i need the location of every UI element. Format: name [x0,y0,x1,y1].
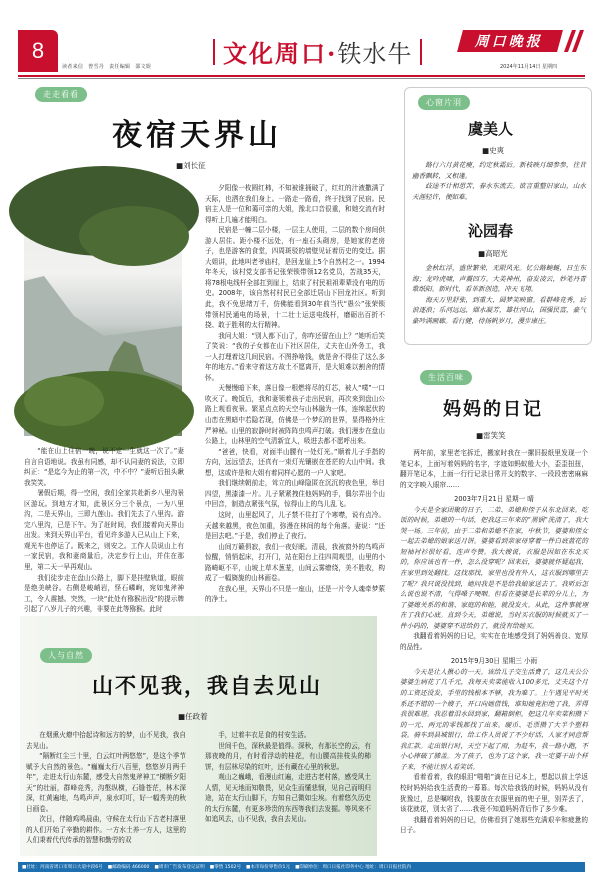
paragraph: 两年前，家里老宅拆迁，搬家时我在一摞旧报纸里发现一个笔记本，上面写着妈妈的名字，字迹如蚂蚁般大小，歪歪扭扭，翻开笔记本，上面一行行记录日常开支的数字、一段段密密麻麻的文字映入眼帘…… [400,449,588,489]
paragraph: 这时，山里起风了，儿子禁不住打了个寒噤，说有点冷。天越来越黑，夜色加重，弥漫在林间的每个角落。妻说：“还是回去吧。”于是，我们停止了夜行。 [205,510,385,541]
article-title: 夜宿天界山 [112,118,282,153]
section-title-black: 铁水牛 [337,40,413,68]
paragraph: 观山之巍峨，看漫山红遍，走进古老村落，感受风土人情，见天地而知敬畏，见众生而懂悲悯，见自己而明归途，站在太行山脚下，方知自己微如尘埃。有着悠久历史的太行东麓，有更多珍贵的东西等我们去发掘。等风来不如追风去，山不见我，我自去见山。 [205,773,371,824]
article-column [26,730,186,854]
paragraph: 我们徒步走在盘山公路上，脚下是挂壁轨道，眼前是绝美峡谷。右侧是峻峭岩，怪石嶙峋，宛如鬼斧神工，令人震撼。突然，一块“此处有猕猴出没”的提示牌引起了八岁儿子的兴趣，非要在此等猕猴。此时 [24,573,184,614]
article-column [205,730,371,854]
paragraph: 山间万籁俱寂，我们一夜好眠。清晨，我被窗外的鸟鸣声惊醒，悄悄起床，打开门，站在阳台上往四周观望，山里的小路崎岖不平，山坡上草木葱茏，山间云雾缭绕，美不胜收，构成了一幅旖旎的山林画卷。 [205,542,385,583]
article-author: ■刘长征 [176,161,206,170]
credit: 曾雪丹 [88,64,105,70]
credit: 读者来信 [62,64,84,70]
diary-date: 2003年7月21日 星期一 晴 [454,495,534,504]
issue-date: 2024年11月14日 星期四 [500,64,558,70]
poem-stanza: 歧途不计相思苦，春水东流去。欲言重整旧家山，山水天涯轻许，便如难。 [412,182,586,201]
paragraph: “能在山上住宿一晚，说不定一生就这一次了。”妻自言自语地说。我虽有同感，却不认同妻的说法，立即纠正：“是迄今为止的第一次，中不中？”妻听后扭头瞅我笑笑。 [24,447,184,487]
article-title: 妈妈的日记 [443,399,543,420]
header-rule [18,78,585,79]
article-title: 山不见我，我自去见山 [92,673,322,698]
mountain-photo [24,186,182,436]
newspaper-logo: 周口晚报 [457,30,563,52]
footer-item: ■零售 1502号 [209,865,242,870]
poem-author: ■史爽 [482,146,505,155]
paragraph: “爸爸，快看，对面半山腰有一处灯光。”顺着儿子手指的方向，远远望去，还真有一束灯光镶嵌在苍茫的大山中间。我想，这或许是和大姐有着同样心愿的一户人家吧。 [205,447,385,477]
paragraph: 暑假后期，得一空闲，我们全家共赴新乡八里沟景区游玩。到地方才知，此景区分三个景点，一为八里沟，二是天界山，三即九莲山。我们先去了八里沟。游完八里沟，已是下午。为了赶时间，我们接着向天界山出发。来到天界山平台，看见许多游人已从山上下来，观光车也停运了。既来之，则安之。工作人员说山上有一家民宿，我和妻商量后，决定步行上山，并住在那里，第二天一早再观山。 [24,489,184,572]
poem-stanza: 海天万里舒张，到重大、圆梦笑映窗。看群峰竞秀，后浪逐浪；乐河远远，烟水凝芳，雄壮河山，国强民富，豪气豪吟满画廊。看行健，待扬帆岁月，漫步康庄。 [412,295,586,325]
page-number: 8 [18,30,58,72]
paragraph: 在我心里，天界山不只是一座山，还是一片令人魂牵梦萦的净土。 [205,584,385,604]
poem-title: 沁园春 [468,222,514,240]
footer-item: ■本市每份零售价1元 [246,865,291,870]
column-tag: 人与自然 [40,648,92,663]
divider [213,39,215,65]
section-title-red: 文化周口· [223,39,338,68]
editor-credits [62,63,156,70]
section-title [205,34,430,69]
article-column [24,446,184,614]
footer-item: ■印刷单位：周口日报社印务中心 地址：周口日报社院内 [295,865,412,870]
header-rule [18,75,585,77]
poem-body [412,160,586,206]
paragraph: 我问大姐：“别人都下山了，你咋还留在山上？”她听后笑了笑说：“我的子女都在山下社区居住，丈夫在山外务工，我一人打理着这几间民宿。不图挣啥钱，就是舍不得住了这么多年的地方。”看来守着这方故土不愿离开，是大姐难以割舍的情怀。 [205,331,385,382]
paragraph: 在烟熏火燎中拾起诗和远方的梦，山不见我，我自去见山。 [26,731,186,750]
paragraph: 我翻看着妈妈的日记，实实在在地感受到了妈妈善良、宽厚的品性。 [400,632,588,651]
paragraph: 民宿是一幢二层小楼，一层主人使用，二层的数个房间供游人居住。距小楼不远处，有一座石头砌房，是她家的老房子，也是游客的食堂，四周斑驳的墙壁见证着历史的变迁。据大姐讲，此地叫老爷庙村，是回龙崖上5个自然村之一。1994年冬天，该村党支部书记张荣锁带领12名党员，苦战35天，将78根电线杆全部扛到崖上，结束了村民祖祖辈辈没有电的历史。2008年，该自然村村民已全部迁居山下回龙社区。听到此，我不免思绪万千，仿佛能看到30年前当代“愚公”张荣锁带领村民通电的场景，十二壮士运送电线杆，磨砺出百折不挠、敢于胜利的太行精神。 [205,226,385,330]
article-column [205,183,385,605]
paragraph: 天慢慢暗下来，落日像一根燃将尽的灯芯，被人“噗”一口吹灭了。晚饭后，我和妻领着孩子走出民宿，再次来到盘山公路上观看夜景。繁星点点的天空与山林融为一体，连绵起伏的山峦在黑暗中若隐若现，仿佛是一个梦幻的世界，显得格外庄严神秘。山里的寂静时时被阵阵虫鸣声打破。我们漫步在盘山公路上，山林里的空气清新宜人，吸进去都不愿呼出来。 [205,384,385,446]
article-column [400,448,588,856]
poem-title: 虞美人 [468,120,514,138]
footer-item: ■社址：河南省周口市周口大道中段6号 [22,865,103,870]
column-tag: 生活百味 [420,370,472,385]
paragraph: 夕阳像一枚圆红柿，不知被谁捅破了，红红的汁液撒满了天际，也洒在我们身上。一路走一路看，终于找到了民宿。民宿主人是一位和蔼可亲的大姐，豫北口音很重，和她交流有时得听上几遍才能明白。 [205,184,385,224]
paragraph: “隔断红尘三十里，白云红叶两悠悠”，是这个季节赋予大自然的景色。“巍巍太行八百里，悠悠岁月两千年”，走进太行山东麓，感受大自然鬼斧神工“横断夕阳天”的壮丽，群峰竞秀，沟壑纵横，石缝苍茫，林木深深，红黄遍地，鸟鸣声声，泉水叮叮，好一幅秀美的秋日画卷。 [26,752,186,813]
footer-item: ■周市广告发布登记证明 [154,865,205,870]
footer-bar [18,862,585,872]
poem-author: ■高昭光 [478,249,508,258]
paragraph: 我们继续朝前走，耸立的山峰隐匿在沉沉的夜色里，举目四望，黑漆漆一片。儿子紧紧拽住他妈妈的手，偶尔弄出个山中回音，制造点紧张气氛，惊得山上的鸟儿乱飞。 [205,479,385,509]
credit: 邵文娱 [135,64,152,70]
paragraph: 我翻看着妈妈的日记，仿佛看到了她那些充满艰辛和疲惫的日子。 [400,815,588,835]
poem-body [412,263,586,341]
column-tag: 走走看看 [35,87,87,102]
divider [420,39,422,65]
paragraph: 世间千色，深秋最是值得。深秋，有那长空的云，有那夜晚的月，有时看浮动的桂花，有山腰高挂枝头的柿饼，有层林尽染的红叶，还有藏在心里的秋思。 [205,741,371,771]
paragraph: 手，过着丰衣足食的村安生活。 [218,731,311,739]
poem-stanza: 路行六月黄花瘦，约定秋霜后。新枝映月细参参，往昔幽香飘转，又相逢。 [412,161,586,180]
paragraph: 看着看着，我的眼泪“啪啪”滴在日记本上，想起以前上学返校时妈妈给我生活费的一幕幕。每次给我钱的时候，妈妈从没有犹豫过，总是嘱咐我，钱要放在衣服里面的兜子里，别弄丢了，该花就花，别太省了……我竟不知道妈妈背后作了多少难。 [400,773,588,814]
diary-entry: 今天是全家团聚的日子，二弟、弟媳和侄子从东北回来。吃饭的时候，弟媳的一句话，把我这三年来的“黑锅”洗清了，我大哭一场。三年前，由于二弟和弟媳不在家，中秋节，婆婆和侄女一起去弟媳的娘家送月饼。婆婆看到亲家母穿着一件白底蓝花的短袖衬衫很好看，连声夸赞。我大嫂说，衣服是因如在东北买的，你应该也有一件，怎么没穿呢？回来后，婆婆就怀疑起我，在家里到处翻找。这找那找，家里也没有外人，这衣服到哪里去了呢？我只说没找到，她问我是不是给我娘家送去了。我听后怎么说也说不清，气得嗓子哽咽。但看在婆婆是长辈的分儿上，为了婆媳关系的和谐、家庭的和睦，就没发火。从此，这件事就埋在了我们心底。直到今天，弟媳说，当时买衣服的时候就买了一件小码的，婆婆穿不进给扔了，就没有给她买。 [400,505,588,630]
diary-entry: 今天是让人揪心的一天。该给儿子交生活费了，这几天公公婆婆生病花了几千元，我每天卖菜能收入100多元，丈夫这个月的工资还没发，手里的钱根本不够，我为难了。上午遇见平时关系还不错的一个嫂子，开口向她借钱，谁知她竟拒绝了我，弄得我很难堪。我忍着泪水回到家，翻箱倒柜，把这几年卖菜积攒下的一元、两元的零钱都找了出来。硬币、毛票攒了大半个塑料袋。骑车到县城银行，给工作人员说了不少好话，人家才同意帮我汇款。走出银行时，天空下起了雨，为赶车，我一路小跑，不小心摔破了膝盖。为了孩子，也为了这个家，我一定要干出个样子来，不能让别人看笑话。 [400,667,588,771]
article-author: ■雷笑笑 [476,431,506,440]
poem-stanza: 金秋红浮，盛世繁荣，无限风光。忆公路蜿蜒，日生东海；龙吟虎啸，声震四方。大美神州，奋发凌云，妙笔丹青歌纸阳。新时代，看革新创造，冲天飞翔。 [412,264,586,294]
credit: 责任编辑 [109,64,131,70]
paragraph: 次日，伴随鸡鸣晨曲，守候在太行山下古老村落里的人们开始了辛勤的耕作。一方水土养一方人，这里的人们秉着代代传承的智慧和勤劳的双 [26,815,186,845]
diary-date: 2015年9月30日 星期三 小雨 [450,657,538,666]
column-tag: 心窗片羽 [418,95,470,110]
article-author: ■任政着 [178,712,208,721]
footer-item: ■邮政编码 466000 [107,865,150,870]
